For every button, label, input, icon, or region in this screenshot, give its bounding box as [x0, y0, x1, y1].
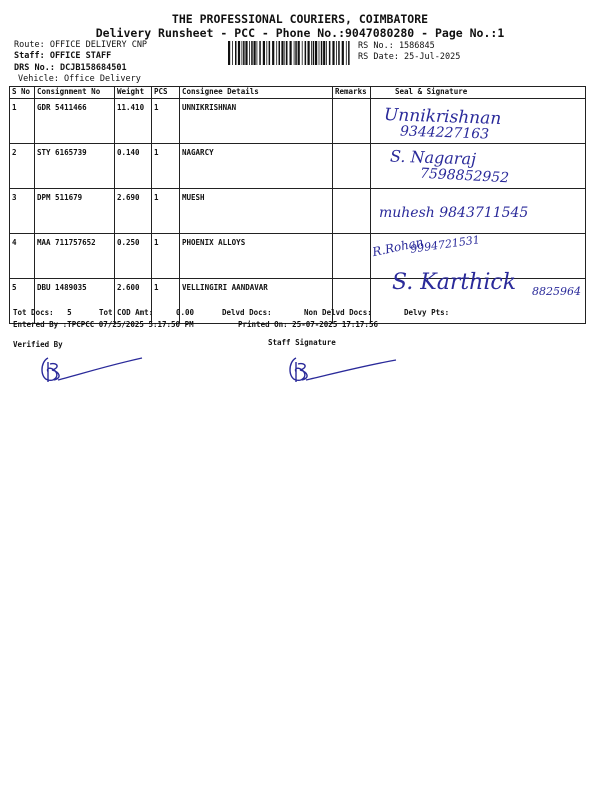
barcode-bar: [259, 41, 261, 65]
barcode-bar: [319, 41, 320, 65]
row-remarks: [333, 234, 371, 279]
barcode-bar: [263, 41, 265, 65]
verified-by-label: Verified By: [13, 340, 63, 349]
handwritten-signature-1-name: Unnikrishnan: [383, 104, 502, 130]
barcode-bar: [238, 41, 240, 65]
barcode-bar: [284, 41, 285, 65]
barcode-bar: [290, 41, 292, 65]
row-pcs: 1: [152, 279, 180, 324]
row-pcs: 1: [152, 144, 180, 189]
route-label: Route: OFFICE DELIVERY CNP: [14, 40, 148, 50]
barcode-bar: [313, 41, 315, 65]
handwritten-signature-1-phone: 9344227163: [399, 123, 490, 143]
row-remarks: [333, 189, 371, 234]
barcode-bar: [302, 41, 303, 65]
entered-by: Entered By :TPCPCC 07/25/2025 5:17:50 PM: [13, 320, 194, 329]
delivered-docs: Delvd Docs:: [222, 308, 272, 317]
row-pcs: 1: [152, 234, 180, 279]
barcode-bar: [323, 41, 325, 65]
row-weight: 0.250: [115, 234, 152, 279]
row-sno: 5: [10, 279, 35, 324]
row-weight: 2.600: [115, 279, 152, 324]
row-consignee: UNNIKRISHNAN: [180, 99, 333, 144]
barcode-bar: [269, 41, 271, 65]
rs-number: RS No.: 1586845: [358, 41, 435, 51]
handwritten-signature-5-name: S. Karthick: [392, 270, 517, 295]
barcode-bar: [266, 41, 267, 65]
non-delivered-docs: Non Delvd Docs:: [304, 308, 372, 317]
barcode-bar: [232, 41, 233, 65]
total-docs: Tot Docs: 5: [13, 308, 72, 317]
row-sno: 1: [10, 99, 35, 144]
row-remarks: [333, 144, 371, 189]
barcode-bar: [329, 41, 331, 65]
barcode-bar: [286, 41, 288, 65]
barcode-bar: [276, 41, 277, 65]
barcode-bar: [348, 41, 350, 65]
col-header-sno: S No: [10, 87, 35, 99]
barcode-bar: [298, 41, 300, 65]
barcode-bar: [305, 41, 307, 65]
barcode-bar: [251, 41, 253, 65]
barcode-bar: [332, 41, 334, 65]
row-weight: 0.140: [115, 144, 152, 189]
row-consignee: NAGARCY: [180, 144, 333, 189]
barcode-bar: [279, 41, 281, 65]
barcode-bar: [281, 41, 283, 65]
barcode-bar: [308, 41, 310, 65]
row-consignment: DBU 1489035: [35, 279, 115, 324]
row-consignee: PHOENIX ALLOYS: [180, 234, 333, 279]
row-consignee: MUESH: [180, 189, 333, 234]
barcode-bar: [235, 41, 237, 65]
handwritten-signature-4-phone: 9994721531: [409, 233, 481, 256]
barcode-bar: [346, 41, 347, 65]
handwritten-signature-5-phone: 8825964: [532, 285, 581, 298]
row-pcs: 1: [152, 189, 180, 234]
barcode-bar: [321, 41, 323, 65]
col-header-weight: Weight: [115, 87, 152, 99]
total-cod-value: 0.00: [176, 308, 195, 317]
barcode-bar: [249, 41, 250, 65]
row-sno: 2: [10, 144, 35, 189]
barcode-bar: [257, 41, 258, 65]
drs-number: DRS No.: DCJB158684501: [14, 63, 127, 73]
row-remarks: [333, 99, 371, 144]
total-cod-label: Tot COD Amt:: [99, 308, 154, 317]
col-header-consignment: Consignment No: [35, 87, 115, 99]
runsheet-subtitle: Delivery Runsheet - PCC - Phone No.:9047080280 - Page No.:1: [95, 26, 505, 40]
table-header-row: [10, 87, 586, 99]
row-consignment: GDR 5411466: [35, 99, 115, 144]
barcode-bar: [254, 41, 256, 65]
barcode-bar: [228, 41, 230, 65]
col-header-consignee: Consignee Details: [180, 87, 333, 99]
company-title: THE PROFESSIONAL COURIERS, COIMBATORE: [171, 12, 429, 26]
delivery-points: Delvy Pts:: [404, 308, 450, 317]
row-weight: 11.410: [115, 99, 152, 144]
handwritten-signature-2-name: S. Nagaraj: [389, 146, 477, 169]
verified-by-signature: [36, 352, 146, 388]
handwritten-signature-3: muhesh 9843711545: [379, 205, 529, 221]
handwritten-signature-2-phone: 7598852952: [419, 165, 510, 187]
row-weight: 2.690: [115, 189, 152, 234]
staff-label: Staff: OFFICE STAFF: [14, 51, 112, 61]
row-pcs: 1: [152, 99, 180, 144]
vehicle-label: Vehicle: Office Delivery: [18, 74, 141, 84]
col-header-remarks: Remarks: [333, 87, 371, 99]
barcode-bar: [342, 41, 344, 65]
staff-signature: [282, 352, 402, 388]
row-consignee: VELLINGIRI AANDAVAR: [180, 279, 333, 324]
handwritten-signature-4-name: R.Rohan: [371, 234, 425, 260]
barcode-bar: [242, 41, 243, 65]
barcode-bar: [245, 41, 247, 65]
rs-date: RS Date: 25-Jul-2025: [358, 52, 461, 62]
row-consignment: MAA 711757652: [35, 234, 115, 279]
row-consignment: DPM 511679: [35, 189, 115, 234]
col-header-signature: Seal & Signature: [371, 87, 586, 99]
col-header-pcs: PCS: [152, 87, 180, 99]
row-sno: 4: [10, 234, 35, 279]
barcode-bar: [338, 41, 340, 65]
barcode-bar: [294, 41, 295, 65]
printed-on: Printed On: 25-07-2025 17:17:56: [238, 320, 378, 329]
barcode-bar: [315, 41, 317, 65]
barcode-bar: [326, 41, 327, 65]
barcode-bar: [311, 41, 312, 65]
staff-signature-label: Staff Signature: [268, 338, 336, 347]
row-consignment: STY 6165739: [35, 144, 115, 189]
barcode-bar: [336, 41, 337, 65]
barcode-bar: [295, 41, 297, 65]
barcode: [228, 41, 350, 65]
barcode-bar: [272, 41, 274, 65]
row-sno: 3: [10, 189, 35, 234]
barcode-bar: [243, 41, 245, 65]
